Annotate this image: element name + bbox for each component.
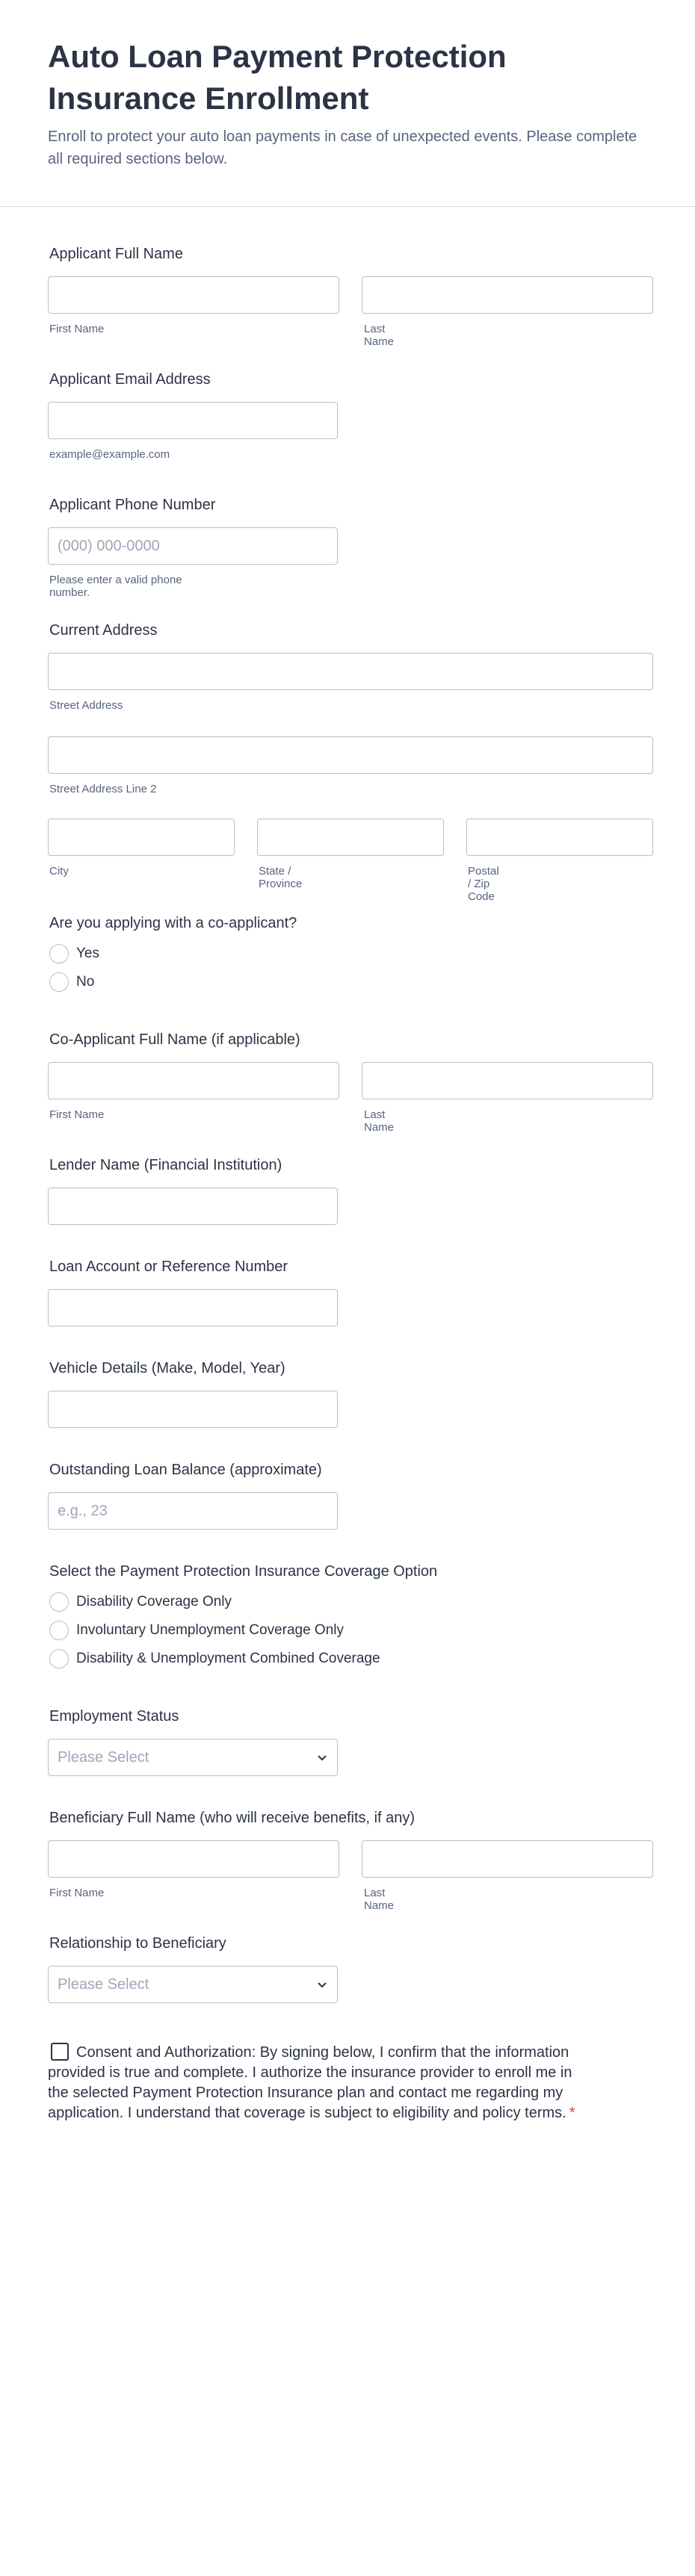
city-input[interactable] bbox=[48, 819, 235, 856]
radio-label: Yes bbox=[76, 946, 99, 961]
coapplicant-last-name-sublabel: Last Name bbox=[364, 1108, 395, 1134]
applicant-first-name-input[interactable] bbox=[48, 276, 339, 314]
coverage-option-combined[interactable] bbox=[49, 1649, 380, 1669]
beneficiary-name-field bbox=[49, 1807, 416, 1912]
email-label: Applicant Email Address bbox=[49, 371, 211, 388]
header-divider bbox=[0, 206, 695, 207]
phone-hint: Please enter a valid phone number. bbox=[49, 574, 182, 599]
applicant-name-field bbox=[49, 243, 395, 348]
phone-label: Applicant Phone Number bbox=[49, 497, 216, 513]
radio-label: Disability Coverage Only bbox=[76, 1594, 232, 1610]
radio-circle[interactable] bbox=[49, 944, 69, 963]
lender-input[interactable] bbox=[48, 1188, 338, 1225]
vehicle-input[interactable] bbox=[48, 1391, 338, 1428]
coapplicant-option-no[interactable] bbox=[49, 972, 94, 992]
balance-label: Outstanding Loan Balance (approximate) bbox=[49, 1462, 322, 1478]
coverage-option-unemployment[interactable] bbox=[49, 1621, 344, 1640]
coapplicant-first-name-input[interactable] bbox=[48, 1062, 339, 1099]
lender-field bbox=[49, 1155, 282, 1176]
coverage-field bbox=[49, 1561, 438, 1666]
email-input[interactable] bbox=[48, 402, 338, 439]
relationship-select[interactable] bbox=[48, 1966, 338, 2003]
street-address-line2-sublabel: Street Address Line 2 bbox=[49, 783, 157, 795]
address-field bbox=[49, 620, 499, 903]
beneficiary-name-label: Beneficiary Full Name (who will receive benefits, if any) bbox=[49, 1810, 416, 1826]
employment-label: Employment Status bbox=[49, 1708, 179, 1725]
chevron-down-icon bbox=[316, 1978, 328, 1990]
radio-circle[interactable] bbox=[49, 1592, 69, 1612]
address-label: Current Address bbox=[49, 622, 158, 639]
consent-text: Consent and Authorization: By signing below, I confirm that the information provided is true and complete. I authorize the insurance provider to enroll me in the selected Payment Protection Insurance plan and contact me regarding my application. I understand that coverage is subject to eligibility and policy terms. bbox=[48, 2044, 572, 2121]
form-header bbox=[48, 36, 646, 170]
account-input[interactable] bbox=[48, 1289, 338, 1326]
zip-sublabel: Postal / Zip Code bbox=[468, 865, 499, 903]
balance-input[interactable] bbox=[48, 1492, 338, 1530]
applicant-last-name-input[interactable] bbox=[362, 276, 653, 314]
employment-select-value: Please Select bbox=[58, 1748, 149, 1766]
beneficiary-first-name-input[interactable] bbox=[48, 1840, 339, 1878]
email-field bbox=[49, 369, 211, 461]
coapplicant-question bbox=[49, 913, 297, 990]
applicant-first-name-sublabel: First Name bbox=[49, 323, 105, 335]
account-field bbox=[49, 1256, 288, 1277]
vehicle-label: Vehicle Details (Make, Model, Year) bbox=[49, 1360, 285, 1377]
chevron-down-icon bbox=[316, 1751, 328, 1763]
beneficiary-last-name-input[interactable] bbox=[362, 1840, 653, 1878]
employment-select[interactable] bbox=[48, 1739, 338, 1776]
state-input[interactable] bbox=[257, 819, 444, 856]
beneficiary-last-name-sublabel: Last Name bbox=[364, 1887, 395, 1912]
form-subtitle: Enroll to protect your auto loan payments in case of unexpected events. Please complete all required sections below. bbox=[48, 128, 637, 167]
email-hint: example@example.com bbox=[49, 448, 170, 461]
employment-field bbox=[49, 1706, 179, 1766]
zip-input[interactable] bbox=[466, 819, 653, 856]
city-sublabel: City bbox=[49, 865, 69, 878]
beneficiary-first-name-sublabel: First Name bbox=[49, 1887, 105, 1899]
street-address-sublabel: Street Address bbox=[49, 699, 123, 712]
required-asterisk: * bbox=[569, 2105, 575, 2121]
coapplicant-first-name-sublabel: First Name bbox=[49, 1108, 105, 1121]
phone-input[interactable] bbox=[48, 527, 338, 565]
radio-label: Disability & Unemployment Combined Coverage bbox=[76, 1651, 380, 1666]
coverage-label: Select the Payment Protection Insurance Coverage Option bbox=[49, 1563, 438, 1580]
vehicle-field bbox=[49, 1358, 285, 1379]
form-title: Auto Loan Payment Protection Insurance Enrollment bbox=[48, 39, 507, 116]
street-address-line2-input[interactable] bbox=[48, 736, 653, 774]
street-address-input[interactable] bbox=[48, 653, 653, 690]
radio-circle[interactable] bbox=[49, 972, 69, 992]
lender-label: Lender Name (Financial Institution) bbox=[49, 1157, 282, 1173]
relationship-select-value: Please Select bbox=[58, 1976, 149, 1993]
coapplicant-last-name-input[interactable] bbox=[362, 1062, 653, 1099]
applicant-name-label: Applicant Full Name bbox=[49, 246, 183, 262]
account-label: Loan Account or Reference Number bbox=[49, 1258, 288, 1275]
radio-circle[interactable] bbox=[49, 1649, 69, 1669]
coapplicant-option-yes[interactable] bbox=[49, 944, 99, 963]
relationship-label: Relationship to Beneficiary bbox=[49, 1935, 226, 1952]
radio-circle[interactable] bbox=[49, 1621, 69, 1640]
applicant-last-name-sublabel: Last Name bbox=[364, 323, 395, 348]
radio-label: Involuntary Unemployment Coverage Only bbox=[76, 1622, 345, 1638]
state-sublabel: State / Province bbox=[259, 865, 303, 890]
relationship-field bbox=[49, 1933, 226, 1993]
coapplicant-name-field bbox=[49, 1029, 395, 1134]
radio-label: No bbox=[76, 974, 95, 990]
balance-field bbox=[49, 1459, 322, 1480]
consent-checkbox[interactable] bbox=[51, 2043, 69, 2061]
phone-field bbox=[49, 494, 216, 599]
consent-field bbox=[48, 2043, 586, 2123]
coapplicant-question-label: Are you applying with a co-applicant? bbox=[49, 915, 297, 931]
coapplicant-name-label: Co-Applicant Full Name (if applicable) bbox=[49, 1031, 300, 1048]
coverage-option-disability[interactable] bbox=[49, 1592, 232, 1612]
